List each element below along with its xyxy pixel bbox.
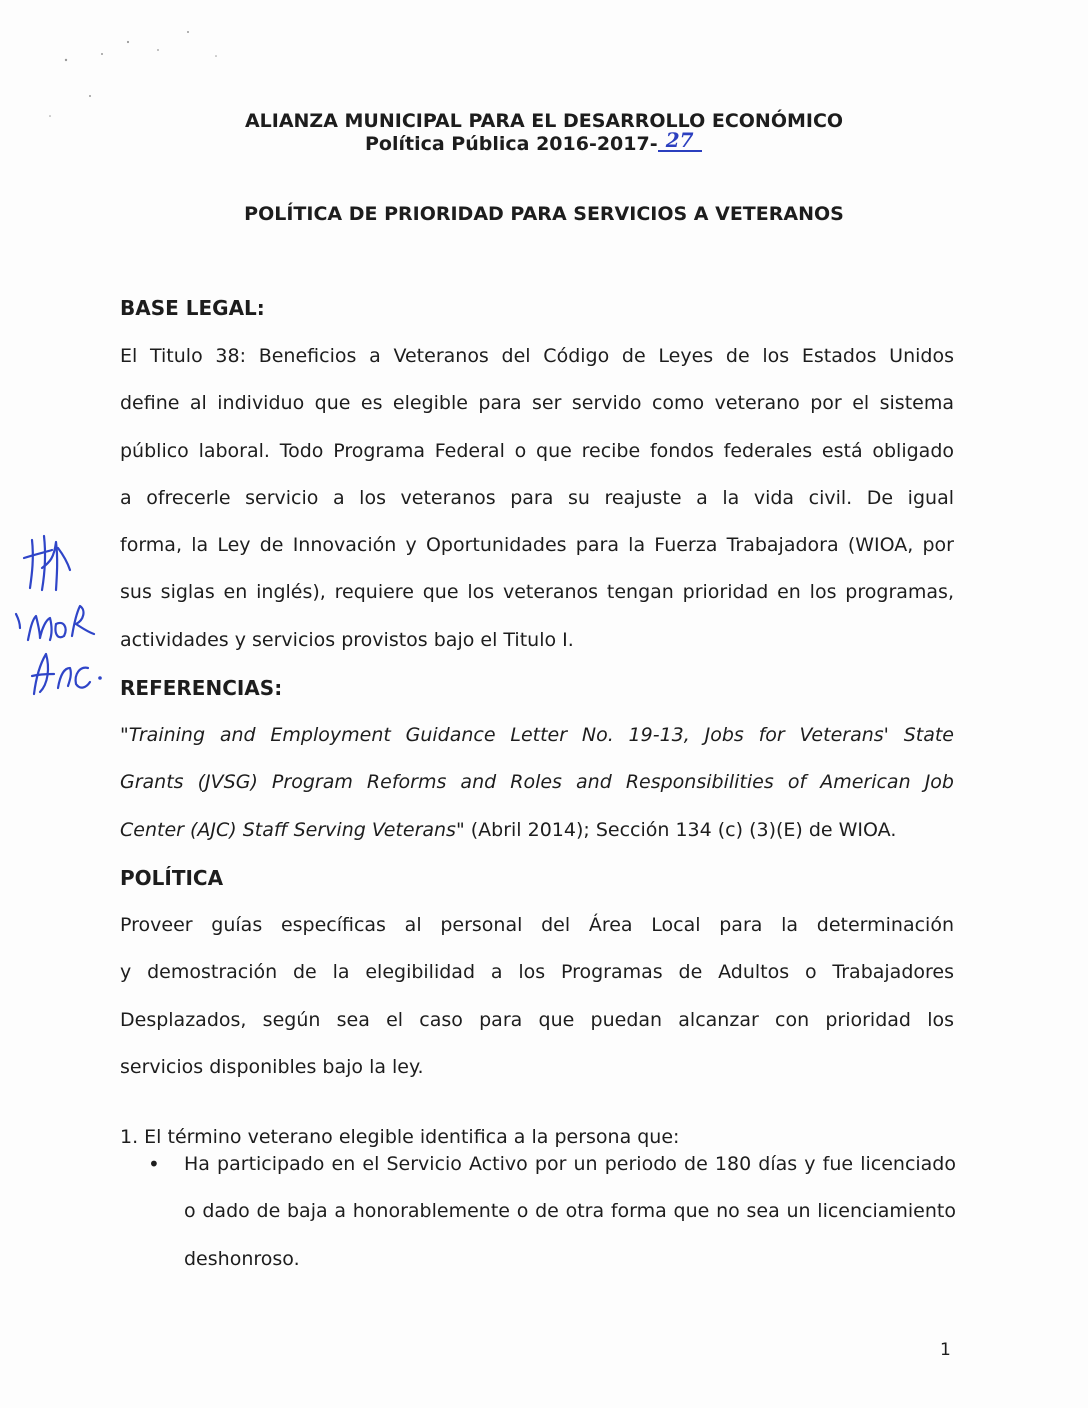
base-legal-line: sus siglas en inglés), requiere que los veteranos tengan prioridad en los programas, [120,581,954,604]
numbered-item-1: 1. El término veterano elegible identifica a la persona que: [120,1126,680,1148]
referencias-citation: (Abril 2014); Sección 134 (c) (3)(E) de WIOA. [464,818,897,841]
referencias-heading: REFERENCIAS: [120,676,283,700]
base-legal-line: El Titulo 38: Beneficios a Veteranos del Código de Leyes de los Estados Unidos [120,345,954,367]
base-legal-line: público laboral. Todo Programa Federal o que recibe fondos federales está obligado [120,439,954,462]
base-legal-paragraph [120,333,954,664]
policy-number-line [365,128,702,155]
referencias-italic-title: Center (AJC) Staff Serving Veterans" [120,818,465,841]
bullet-text [184,1141,956,1283]
referencias-line: Grants (JVSG) Program Reforms and Roles and Responsibilities of American Job [120,771,954,794]
base-legal-line: forma, la Ley de Innovación y Oportunidades para la Fuerza Trabajadora (WIOA, por [120,534,954,557]
policy-number-prefix: Política Pública 2016-2017- [365,133,658,155]
referencias-paragraph [120,712,954,854]
base-legal-line: a ofrecerle servicio a los veteranos para su reajuste a la vida civil. De igual [120,486,954,509]
bullet-line: o dado de baja a honorablemente o de otra forma que no sea un licenciamiento [184,1200,956,1223]
politica-heading: POLÍTICA [120,866,224,890]
bullet-marker: • [148,1152,160,1176]
bullet-line: deshonroso. [184,1247,300,1270]
politica-line: Desplazados, según sea el caso para que puedan alcanzar con prioridad los [120,1008,954,1031]
base-legal-heading: BASE LEGAL: [120,296,265,320]
handwritten-initials [10,528,110,718]
politica-line: Proveer guías específicas al personal del Área Local para la determinación [120,914,954,936]
referencias-line [120,807,954,854]
politica-paragraph [120,902,954,1091]
policy-number-handwritten: 27 [658,130,702,152]
bullet-line: Ha participado en el Servicio Activo por un periodo de 180 días y fue licenciado [184,1153,956,1175]
politica-line: servicios disponibles bajo la ley. [120,1055,424,1078]
base-legal-line: actividades y servicios provistos bajo el Titulo I. [120,628,574,651]
page-number: 1 [940,1340,951,1360]
organization-title: ALIANZA MUNICIPAL PARA EL DESARROLLO ECONÓMICO [244,110,844,132]
politica-line: y demostración de la elegibilidad a los Programas de Adultos o Trabajadores [120,961,954,984]
referencias-line: "Training and Employment Guidance Letter No. 19-13, Jobs for Veterans' State [120,724,954,746]
document-title: POLÍTICA DE PRIORIDAD PARA SERVICIOS A VETERANOS [244,203,844,225]
base-legal-line: define al individuo que es elegible para ser servido como veterano por el sistema [120,392,954,415]
